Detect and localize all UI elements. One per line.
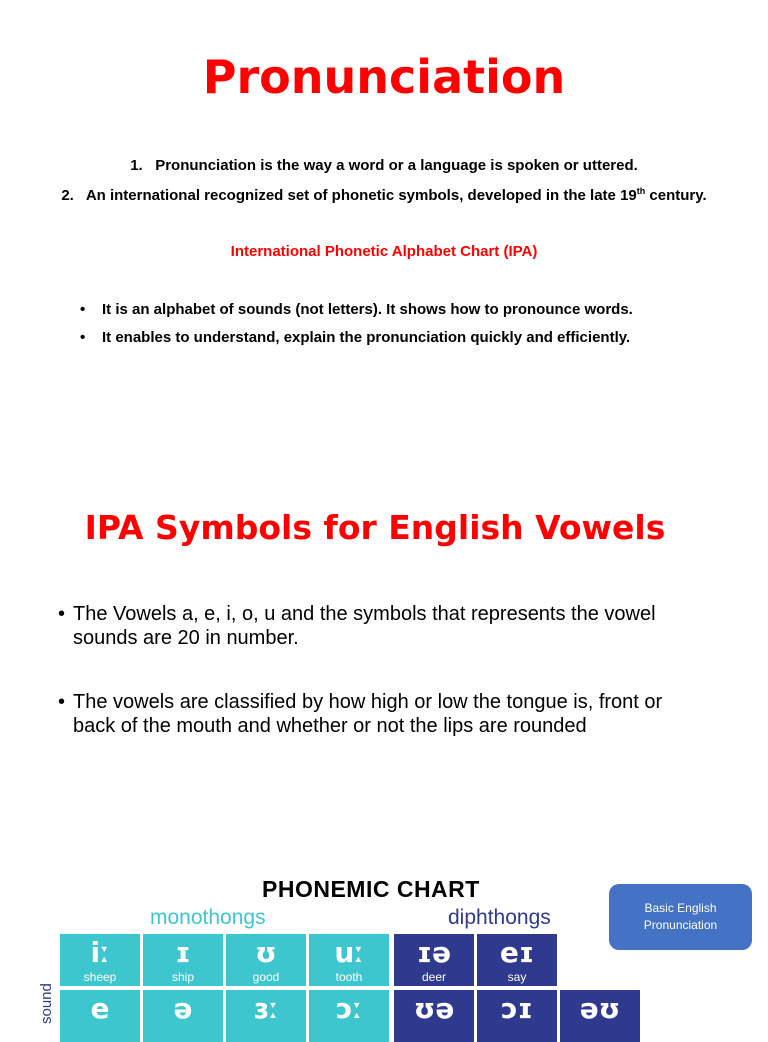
phoneme-example-word: sheep: [83, 970, 117, 984]
bullet-dot: •: [58, 691, 66, 713]
box-line-1: Basic English: [644, 901, 717, 915]
phoneme-example-word: good: [252, 970, 280, 984]
item-superscript: th: [636, 186, 646, 196]
phoneme-cell: [477, 990, 557, 1042]
phoneme-cell: [560, 990, 640, 1042]
phoneme-cell: [394, 990, 474, 1042]
phoneme-symbol: ə: [173, 992, 193, 1025]
phoneme-cell: [309, 990, 389, 1042]
slide-title-ipa-vowels: IPA Symbols for English Vowels: [84, 508, 666, 547]
phoneme-symbol: ʊə: [413, 992, 455, 1025]
phoneme-symbol: əʊ: [579, 992, 621, 1025]
phoneme-symbol: ʊ: [255, 936, 277, 969]
ipa-chart-heading: International Phonetic Alphabet Chart (IPA): [230, 243, 538, 260]
slide-title-pronunciation: Pronunciation: [202, 50, 566, 104]
item-number: 1.: [130, 157, 143, 174]
bullet-text: The vowels are classified by how high or low the tongue is, front or back of the mouth and whether or not the lips are rounded: [73, 691, 663, 737]
bullet-item: [58, 602, 698, 650]
bullet-text: The Vowels a, e, i, o, u and the symbols that represents the vowel sounds are 20 in number.: [73, 603, 656, 649]
phoneme-cell: [309, 934, 389, 986]
phoneme-cell: [60, 934, 140, 986]
bullet-item: [58, 690, 698, 738]
phoneme-symbol: ɔː: [335, 992, 363, 1025]
item-number: 2.: [61, 187, 74, 204]
phoneme-example-word: tooth: [335, 970, 363, 984]
bullet-item: [80, 301, 633, 318]
bullet-text: It enables to understand, explain the pronunciation quickly and efficiently.: [102, 329, 631, 346]
phoneme-example-word: say: [507, 970, 527, 984]
box-line-2: Pronunciation: [643, 918, 718, 932]
phonemic-chart-title: PHONEMIC CHART: [262, 876, 480, 902]
phoneme-cell: [143, 990, 223, 1042]
item-text: An international recognized set of phonetic symbols, developed in the late 19: [85, 187, 637, 204]
phoneme-symbol: ɪ: [175, 936, 191, 969]
phoneme-cell: [394, 934, 474, 986]
numbered-item-1: [0, 157, 768, 174]
phoneme-example-word: ship: [171, 970, 194, 984]
bullet-item: [80, 329, 630, 346]
bullet-dot: •: [80, 329, 86, 346]
phoneme-symbol: uː: [334, 936, 364, 969]
numbered-item-2: [0, 186, 768, 204]
sound-label: sound: [38, 983, 55, 1024]
phoneme-cell: [226, 990, 306, 1042]
bullet-dot: •: [80, 301, 86, 318]
phoneme-cell: [60, 990, 140, 1042]
item-text-end: century.: [645, 187, 707, 204]
item-text: Pronunciation is the way a word or a language is spoken or uttered.: [155, 157, 638, 174]
phoneme-symbol: ɔɪ: [501, 992, 533, 1025]
bullet-dot: •: [58, 603, 66, 625]
phoneme-symbol: e: [90, 992, 110, 1025]
monothongs-label: monothongs: [150, 906, 266, 929]
basic-english-pronunciation-button[interactable]: [609, 884, 752, 950]
diphthongs-label: diphthongs: [448, 906, 551, 929]
phoneme-symbol: eɪ: [499, 936, 535, 969]
phoneme-cell: [143, 934, 223, 986]
phoneme-cell: [226, 934, 306, 986]
bullet-text: It is an alphabet of sounds (not letters). It shows how to pronounce words.: [102, 301, 633, 318]
phoneme-cell: [477, 934, 557, 986]
phoneme-example-word: deer: [421, 970, 447, 984]
phoneme-symbol: ɜː: [253, 992, 279, 1025]
phoneme-symbol: ɪə: [416, 936, 452, 969]
phoneme-symbol: iː: [90, 936, 110, 969]
